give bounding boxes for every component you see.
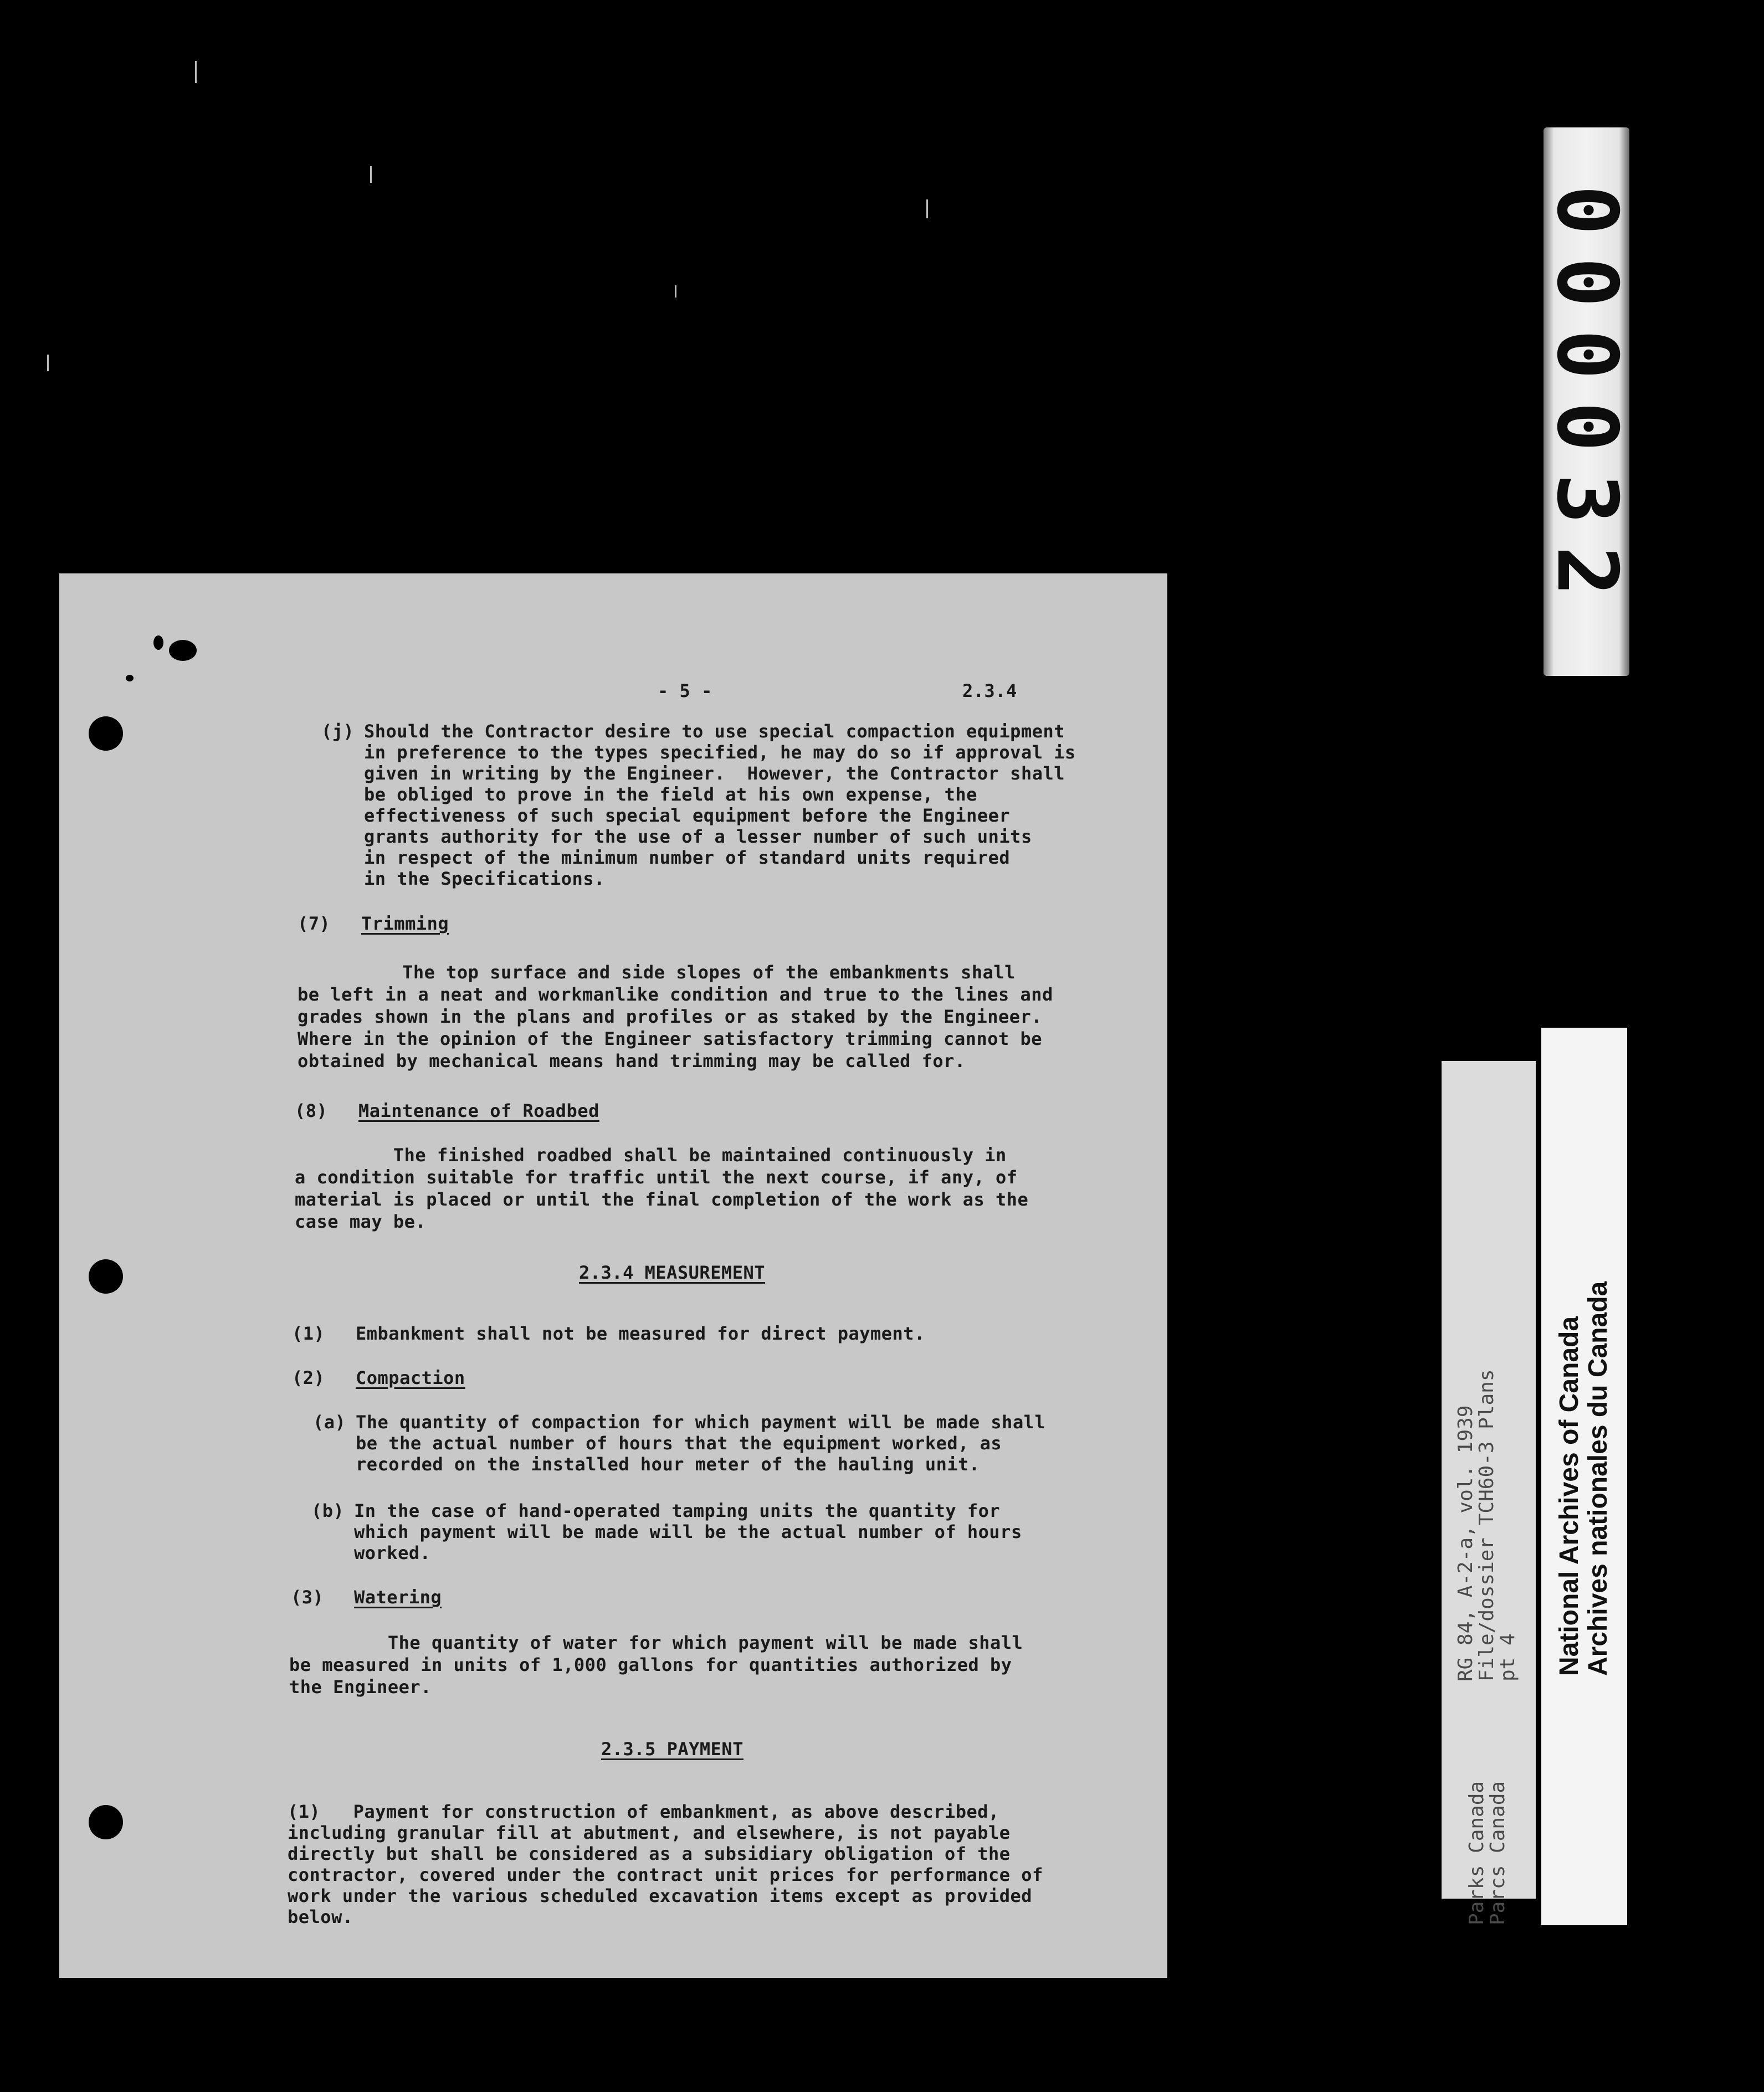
text-line: contractor, covered under the contract unit prices for performance of [288,1864,1043,1885]
document-page [59,573,1167,1978]
ink-blot [169,640,197,661]
text-line: which payment will be made will be the actual number of hours [354,1521,1022,1542]
text-line: case may be. [295,1211,427,1232]
film-scratch [47,355,49,371]
text-line: in the Specifications. [364,868,605,889]
frame-number-text: 000032 [1538,185,1635,618]
punch-hole [89,1259,123,1294]
reference-line: File/dossier TCH60-3 Plans [1475,1369,1498,1681]
institution-line: Archives nationales du Canada [1583,1281,1613,1676]
text-line: recorded on the installed hour meter of the hauling unit. [356,1454,980,1475]
punch-hole [89,716,123,751]
text-line: The top surface and side slopes of the embankments shall [358,962,1016,983]
item-number: (3) [291,1587,324,1608]
text-line: be the actual number of hours that the equipment worked, as [356,1433,1002,1454]
ink-blot [153,635,163,650]
section-title-watering: Watering [354,1587,442,1608]
section-title-compaction: Compaction [356,1367,465,1388]
text-line: In the case of hand-operated tamping units the quantity for [354,1500,1001,1521]
agency-block [1466,1709,1511,1925]
section-number: (8) [295,1100,328,1121]
text-line: worked. [354,1542,431,1563]
ink-blot [126,675,134,681]
reference-line: RG 84, A-2-a, vol. 1939 [1454,1405,1477,1681]
text-line: be measured in units of 1,000 gallons for quantities authorized by [289,1654,1012,1675]
text-line: be left in a neat and workmanlike condition and true to the lines and [298,984,1053,1005]
archive-reference-label [1442,1061,1536,1925]
clause-marker: (j) [321,721,355,742]
frame-number [1538,127,1635,676]
institution-label [1541,1028,1627,1925]
text-line: grants authority for the use of a lesser number of such units [364,826,1032,847]
reference-block [1455,1011,1522,1681]
film-scratch [195,61,197,83]
institution-block [1555,1222,1616,1676]
text-line: a condition suitable for traffic until the next course, if any, of [295,1167,1018,1188]
text-line: in respect of the minimum number of standard units required [364,847,1011,868]
text-line: The finished roadbed shall be maintained continuously in [295,1145,1007,1166]
agency-line: Parks Canada [1465,1781,1488,1925]
film-scratch [675,285,676,298]
agency-line: Parcs Canada [1486,1781,1509,1925]
text-line: the Engineer. [289,1676,432,1698]
text-line: material is placed or until the final completion of the work as the [295,1189,1029,1210]
text-line: directly but shall be considered as a subsidiary obligation of the [288,1843,1011,1864]
text-line: The quantity of compaction for which payment will be made shall [356,1412,1046,1433]
text-line: Should the Contractor desire to use special compaction equipment [364,721,1065,742]
film-scratch [370,166,372,183]
text-line: below. [288,1906,353,1927]
text-line: given in writing by the Engineer. However, the Contractor shall [364,763,1065,784]
payment-heading: 2.3.5 PAYMENT [601,1739,743,1760]
text-line: including granular fill at abutment, and elsewhere, is not payable [288,1822,1011,1843]
section-title-trimming: Trimming [361,913,449,934]
text-line: be obliged to prove in the field at his own expense, the [364,784,977,805]
text-line: effectiveness of such special equipment before the Engineer [364,805,1011,826]
text-line: The quantity of water for which payment will be made shall [289,1632,1023,1653]
measurement-item-1: Embankment shall not be measured for direct payment. [356,1323,925,1344]
text-line: (1) Payment for construction of embankment, as above described, [288,1801,999,1822]
reference-line: pt 4 [1496,1633,1519,1681]
item-number: (2) [292,1367,325,1388]
text-line: obtained by mechanical means hand trimming may be called for. [298,1050,966,1071]
measurement-heading: 2.3.4 MEASUREMENT [579,1262,766,1283]
punch-hole [89,1805,123,1839]
section-reference: 2.3.4 [962,680,1017,701]
sub-item-marker: (a) [313,1412,346,1433]
film-scratch [926,199,928,218]
section-number: (7) [298,913,331,934]
text-line: grades shown in the plans and profiles or as staked by the Engineer. [298,1006,1043,1027]
item-number: (1) [292,1323,325,1344]
institution-line: National Archives of Canada [1555,1316,1584,1676]
page-number: - 5 - [658,680,712,701]
text-line: work under the various scheduled excavation items except as provided [288,1885,1033,1906]
sub-item-marker: (b) [311,1500,345,1521]
section-title-maintenance: Maintenance of Roadbed [358,1100,599,1121]
text-line: in preference to the types specified, he may do so if approval is [364,742,1076,763]
text-line: Where in the opinion of the Engineer satisfactory trimming cannot be [298,1028,1043,1049]
